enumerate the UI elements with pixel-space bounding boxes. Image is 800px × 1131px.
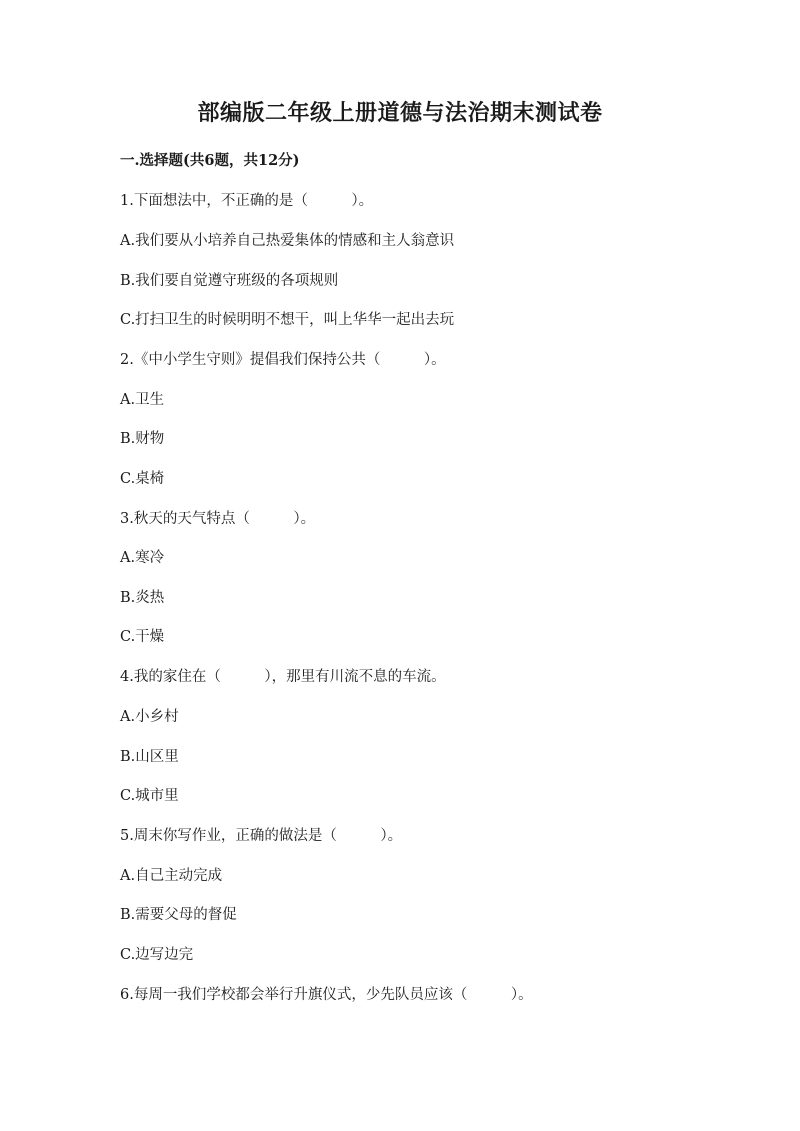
question-1-option-a: A.我们要从小培养自己热爱集体的情感和主人翁意识 xyxy=(120,233,455,249)
question-2-option-b: B.财物 xyxy=(120,431,165,447)
question-2-option-c: C.桌椅 xyxy=(120,471,165,487)
page-title: 部编版二年级上册道德与法治期末测试卷 xyxy=(197,100,603,126)
question-3-option-b: B.炎热 xyxy=(120,590,165,606)
question-stem-6: 6.每周一我们学校都会举行升旗仪式，少先队员应该（ ）。 xyxy=(120,987,533,1003)
question-stem-2: 2.《中小学生守则》提倡我们保持公共（ ）。 xyxy=(120,352,446,368)
question-4-option-a: A.小乡村 xyxy=(120,709,179,725)
question-stem-4: 4.我的家住在（ ），那里有川流不息的车流。 xyxy=(120,669,446,685)
question-2-option-a: A.卫生 xyxy=(120,392,165,408)
question-stem-3: 3.秋天的天气特点（ ）。 xyxy=(120,511,316,527)
question-4-option-c: C.城市里 xyxy=(120,788,179,804)
question-5-option-b: B.需要父母的督促 xyxy=(120,907,237,923)
question-1-option-c: C.打扫卫生的时候明明不想干，叫上华华一起出去玩 xyxy=(120,312,455,328)
question-3-option-a: A.寒冷 xyxy=(120,550,165,566)
section-heading: 一.选择题(共6题，共12分) xyxy=(120,152,300,169)
question-4-option-b: B.山区里 xyxy=(120,749,179,765)
question-3-option-c: C.干燥 xyxy=(120,629,165,645)
question-stem-5: 5.周末你写作业，正确的做法是（ ）。 xyxy=(120,828,403,844)
question-5-option-a: A.自己主动完成 xyxy=(120,868,223,884)
question-5-option-c: C.边写边完 xyxy=(120,947,194,963)
question-stem-1: 1.下面想法中，不正确的是（ ）。 xyxy=(120,193,374,209)
question-1-option-b: B.我们要自觉遵守班级的各项规则 xyxy=(120,273,339,289)
